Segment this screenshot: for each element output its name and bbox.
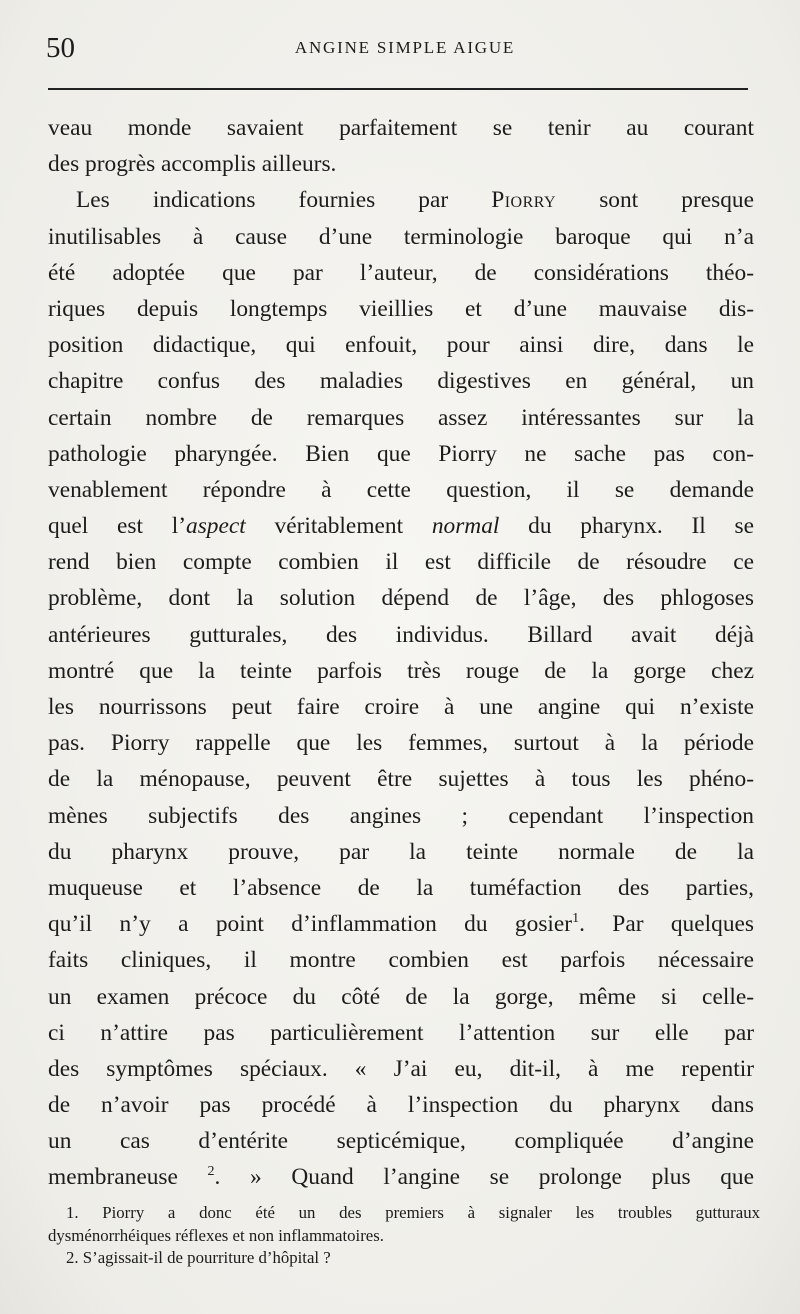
text-line: antérieures gutturales, des individus. Billard avait déjà bbox=[48, 621, 754, 648]
text-run: Les indications fournies par bbox=[76, 187, 492, 214]
text-run: véritablement bbox=[245, 513, 432, 540]
text-run: membraneuse bbox=[48, 1164, 208, 1191]
text-line: certain nombre de remarques assez intéressantes sur la bbox=[48, 404, 754, 431]
footnote: dysménorrhéiques réflexes et non inflammatoires. bbox=[48, 1225, 384, 1245]
author-name: Piorry bbox=[491, 187, 557, 214]
text-line: un examen précoce du côté de la gorge, même si celle- bbox=[48, 983, 754, 1010]
body-text bbox=[48, 110, 754, 1196]
text-line: montré que la teinte parfois très rouge de la gorge chez bbox=[48, 657, 754, 684]
footnote: 1. Piorry a donc été un des premiers à signaler les troubles gutturaux bbox=[66, 1203, 760, 1222]
text-run: du pharynx. Il se bbox=[499, 513, 754, 540]
text-line: problème, dont la solution dépend de l’âge, des phlogoses bbox=[48, 585, 754, 612]
running-title: ANGINE SIMPLE AIGUE bbox=[294, 38, 516, 57]
page-header bbox=[0, 30, 800, 70]
italic-term: aspect bbox=[186, 513, 246, 540]
text-line: faits cliniques, il montre combien est parfois nécessaire bbox=[48, 947, 754, 974]
text-run: . Par quelques bbox=[579, 911, 755, 938]
text-line: rend bien compte combien il est difficile de résoudre ce bbox=[48, 549, 754, 576]
text-line: pas. Piorry rappelle que les femmes, surtout à la période bbox=[48, 730, 754, 757]
text-line: du pharynx prouve, par la teinte normale de la bbox=[48, 838, 754, 865]
text-run: qu’il n’y a point d’inflammation du gosier bbox=[48, 911, 573, 938]
text-line: position didactique, qui enfouit, pour ainsi dire, dans le bbox=[48, 332, 754, 359]
footnotes bbox=[48, 1202, 760, 1270]
text-line: de la ménopause, peuvent être sujettes à tous les phéno- bbox=[48, 766, 754, 793]
text-line: un cas d’entérite septicémique, compliquée d’angine bbox=[48, 1128, 754, 1155]
text-line: des progrès accomplis ailleurs. bbox=[48, 151, 337, 178]
text-line: des symptômes spéciaux. « J’ai eu, dit-il, à me repentir bbox=[48, 1055, 754, 1082]
text-line: inutilisables à cause d’une terminologie baroque qui n’a bbox=[48, 223, 754, 250]
text-run: sont presque bbox=[556, 187, 754, 214]
text-line bbox=[48, 182, 754, 218]
italic-term: normal bbox=[431, 513, 500, 540]
text-line bbox=[48, 1159, 754, 1195]
text-line: été adoptée que par l’auteur, de considérations théo- bbox=[48, 259, 754, 286]
text-line: chapitre confus des maladies digestives en général, un bbox=[48, 368, 754, 395]
text-line: de n’avoir pas procédé à l’inspection du pharynx dans bbox=[48, 1092, 754, 1119]
text-line: mènes subjectifs des angines ; cependant l’inspection bbox=[48, 802, 754, 829]
text-line: riques depuis longtemps vieillies et d’une mauvaise dis- bbox=[48, 295, 754, 322]
text-line bbox=[48, 906, 754, 942]
text-line: venablement répondre à cette question, il se demande bbox=[48, 476, 754, 503]
text-line: pathologie pharyngée. Bien que Piorry ne sache pas con- bbox=[48, 440, 754, 467]
text-line: ci n’attire pas particulièrement l’attention sur elle par bbox=[48, 1019, 754, 1046]
text-line bbox=[48, 508, 754, 544]
page-number: 50 bbox=[46, 32, 75, 64]
header-rule bbox=[48, 88, 748, 90]
footnote-ref: 1 bbox=[572, 911, 580, 927]
text-run: . » Quand l’angine se prolonge plus que bbox=[214, 1164, 754, 1191]
text-line: veau monde savaient parfaitement se tenir au courant bbox=[48, 115, 754, 141]
footnote-ref: 2 bbox=[207, 1164, 215, 1180]
footnote: 2. S’agissait-il de pourriture d’hôpital ? bbox=[66, 1248, 331, 1267]
text-line: les nourrissons peut faire croire à une angine qui n’existe bbox=[48, 694, 754, 720]
text-line: muqueuse et l’absence de la tuméfaction des parties, bbox=[48, 874, 754, 901]
text-run: quel est l’ bbox=[48, 513, 186, 540]
